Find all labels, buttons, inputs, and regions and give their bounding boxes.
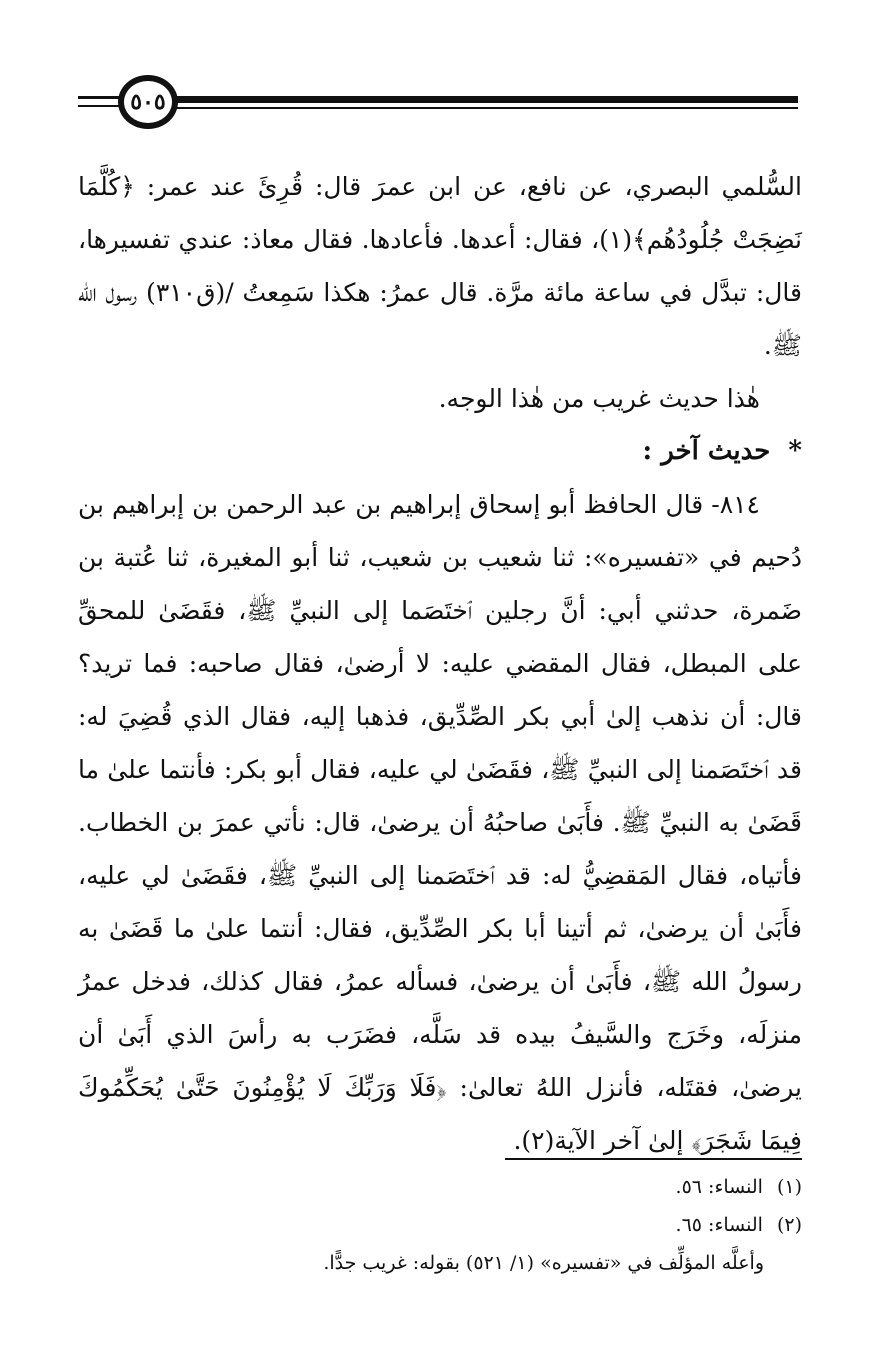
footnote-2-continuation: وأعلَّه المؤلِّف في «تفسيره» (١/ ٥٢١) بقوله: غريب جدًّا. bbox=[323, 1252, 764, 1274]
header-rule-thick bbox=[173, 96, 798, 103]
header-rule-left-thin bbox=[78, 105, 120, 107]
header-rule-left bbox=[78, 96, 120, 99]
footnotes bbox=[78, 1168, 802, 1282]
main-text bbox=[78, 160, 802, 1167]
hadith-814: ٨١٤- قال الحافظ أبو إسحاق إبراهيم بن عبد الرحمن بن إبراهيم بن دُحيم في «تفسيره»: ثنا شعيب بن شعيب، ثنا أبو المغيرة، ثنا عُتبة بن ضَمرة، حدثني أبي: أنَّ رجلين ٱختَصَما إلى النبيِّ ﷺ، فقَضَىٰ للمحقِّ على المبطل، فقال المقضي عليه: لا أرضىٰ، فقال صاحبه: فما تريد؟ قال: أن نذهب إلىٰ أبي بكر الصِّدِّيق، فذهبا إليه، فقال الذي قُضِيَ له: قد ٱختَصَمنا إلى النبيِّ ﷺ، فقَضَىٰ لي عليه، فقال أبو بكر: فأنتما علىٰ ما قَضَىٰ به النبيِّ ﷺ. فأَبَىٰ صاحبُهُ أن يرضىٰ، قال: نأتي عمرَ بن الخطاب. فأتياه، فقال المَقضِيُّ له: قد ٱختَصَمنا إلى النبيِّ ﷺ، فقَضَىٰ لي عليه، فأَبَىٰ أن يرضىٰ، ثم أتينا أبا بكر الصِّدِّيق، فقال: أنتما علىٰ ما قَضَىٰ به رسولُ الله ﷺ، فأَبَىٰ أن يرضىٰ، فسأله عمرُ، فقال كذلك، فدخل عمرُ منزلَه، وخَرَج والسَّيفُ بيده قد سَلَّه، فضَرَب به رأسَ الذي أَبَىٰ أن يرضىٰ، فقتَله، فأنزل اللهُ تعالىٰ: ﴿فَلَا وَرَبِّكَ لَا يُؤْمِنُونَ حَتَّىٰ يُحَكِّمُوكَ فِيمَا شَجَرَ﴾ إلىٰ آخر الآية(٢). bbox=[78, 490, 802, 1155]
footnote-number: (٢) bbox=[776, 1214, 802, 1236]
footnote-1 bbox=[78, 1168, 802, 1206]
footnote-separator bbox=[505, 1158, 802, 1160]
section-heading bbox=[78, 425, 802, 478]
grading-statement: هٰذا حديث غريب من هٰذا الوجه. bbox=[438, 384, 760, 413]
header-rule-thin bbox=[173, 107, 798, 109]
section-heading-text: حديث آخر : bbox=[642, 436, 771, 466]
star-icon: * bbox=[788, 436, 802, 466]
footnote-number: (١) bbox=[776, 1176, 802, 1198]
footnote-text: النساء: ٥٦. bbox=[675, 1176, 763, 1198]
page-header bbox=[78, 72, 798, 134]
footnote-2 bbox=[78, 1206, 802, 1244]
page-number: ٥٠٥ bbox=[118, 75, 178, 129]
footnote-text: النساء: ٦٥. bbox=[675, 1214, 763, 1236]
paragraph-continuation: السُّلمي البصري، عن نافع، عن ابن عمرَ قال: قُرِئَ عند عمر: ﴿كُلَّمَا نَضِجَتْ جُلُودُهُم﴾(١)، فقال: أعدها. فأعادها. فقال معاذ: عندي تفسيرها، قال: تبدَّل في ساعة مائة مرَّة. قال عمرُ: هكذا سَمِعتُ /(ق٣١٠) رسول الله ﷺ. bbox=[78, 172, 802, 360]
